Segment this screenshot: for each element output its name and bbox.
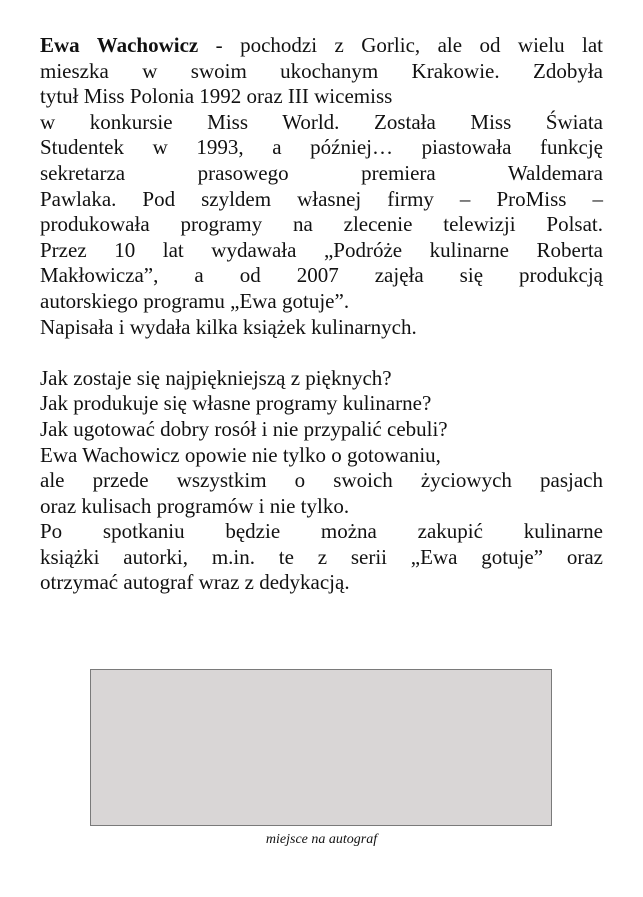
intro-line: autorskiego programu „Ewa gotuje”. — [40, 288, 350, 313]
intro-line: produkowała programy na zlecenie telewizji Polsat. — [40, 212, 603, 237]
question-line: otrzymać autograf wraz z dedykacją. — [40, 570, 350, 595]
intro-line: mieszka w swoim ukochanym Krakowie. Zdobyła — [40, 58, 603, 83]
question-line: oraz kulisach programów i nie tylko. — [40, 493, 350, 518]
question-line: Jak zostaje się najpiękniejszą z pięknych? — [40, 365, 392, 390]
intro-line: w konkursie Miss World. Została Miss Świata — [40, 109, 603, 134]
intro-line: Przez 10 lat wydawała „Podróże kulinarne Roberta — [40, 237, 603, 262]
autograph-box — [90, 669, 552, 826]
intro-line: tytuł Miss Polonia 1992 oraz III wicemiss — [40, 84, 393, 109]
author-name: Ewa Wachowicz — [40, 33, 199, 57]
question-line: Jak ugotować dobry rosół i nie przypalić cebuli? — [40, 416, 448, 441]
autograph-caption: miejsce na autograf — [265, 832, 378, 847]
intro-line: Studentek w 1993, a później… piastowała funkcję — [40, 135, 603, 160]
intro-line-1 — [40, 33, 603, 59]
paragraph-gap — [40, 340, 603, 366]
question-line: Po spotkaniu będzie można zakupić kulinarne — [40, 519, 603, 544]
intro-line: Pawlaka. Pod szyldem własnej firmy – ProMiss – — [40, 186, 603, 211]
question-line: Ewa Wachowicz opowie nie tylko o gotowaniu, — [40, 442, 441, 467]
intro-line: Napisała i wydała kilka książek kulinarnych. — [40, 314, 417, 339]
question-line: ale przede wszystkim o swoich życiowych pasjach — [40, 468, 603, 493]
intro-line-1-rest: - pochodzi z Gorlic, ale od wielu lat — [198, 33, 604, 57]
main-text — [40, 33, 603, 596]
question-line: książki autorki, m.in. te z serii „Ewa gotuje” oraz — [40, 544, 603, 569]
intro-line: Makłowicza”, a od 2007 zajęła się produkcją — [40, 263, 603, 288]
intro-line: sekretarza prasowego premiera Waldemara — [40, 160, 603, 185]
question-line: Jak produkuje się własne programy kulinarne? — [40, 391, 432, 416]
